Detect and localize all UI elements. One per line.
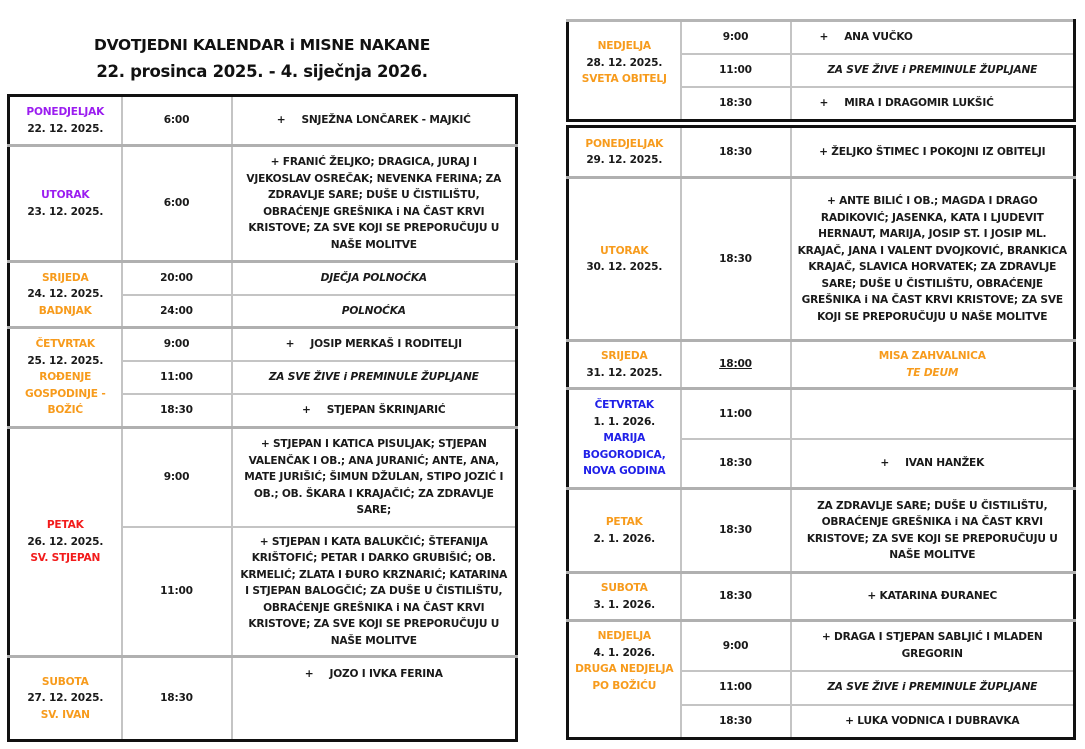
day-name: ČETVRTAK	[594, 399, 654, 412]
mass-intention	[791, 87, 1075, 121]
feast-name: MARIJA BOGORODICA, NOVA GODINA	[582, 432, 666, 478]
intention-text: STJEPAN ŠKRINJARIĆ	[326, 404, 446, 416]
mass-time: 20:00	[122, 262, 232, 295]
page-title: DVOTJEDNI KALENDAR i MISNE NAKANE	[94, 36, 430, 54]
day-name: UTORAK	[600, 244, 649, 257]
mass-intention: + DRAGA I STJEPAN SABLJIĆ I MLADEN GREGORIN	[791, 621, 1075, 671]
mass-time: 18:30	[681, 705, 791, 739]
feast-name: SVETA OBITELJ	[581, 73, 667, 85]
day-date: 28. 12. 2025.	[586, 56, 663, 69]
mass-intention: + ANTE BILIĆ I OB.; MAGDA I DRAGO RADIKOVIĆ; JASENKA, KATA I LJUDEVIT HERNAUT, MARIJA, JOSIP ST. I JOSIP ML. KRAJAČ, JANA I VALENT DVOJKOVIĆ, BRANKICA KRAJAČ, SLAVICA HORVATEK; ZA ZDRAVLJE SARE; DUŠE U ČISTILIŠTU, OBRAĆENJE GREŠNIKA i NA ČAST KRVI KRISTOVE; ZA SVE KOJI SE PREPORUČUJU U NAŠE MOLITVE	[791, 178, 1075, 341]
day-cell	[9, 96, 122, 146]
mass-intention: + LUKA VODNICA I DUBRAVKA	[791, 705, 1075, 739]
mass-time: 6:00	[122, 146, 232, 262]
day-date: 31. 12. 2025.	[586, 366, 663, 379]
day-cell	[9, 428, 122, 657]
cross-symbol: +	[880, 457, 890, 469]
table-row	[9, 96, 517, 146]
mass-time: 18:30	[681, 573, 791, 621]
mass-time: 18:30	[122, 657, 232, 741]
day-cell	[568, 489, 681, 573]
mass-time: 11:00	[681, 671, 791, 705]
mass-time: 11:00	[681, 389, 791, 439]
day-name: NEDJELJA	[597, 40, 651, 52]
intention-text: MISA ZAHVALNICA	[878, 350, 986, 362]
intention-text: JOSIP MERKAŠ I RODITELJI	[310, 338, 462, 350]
cross-symbol: +	[819, 97, 829, 109]
mass-time: 6:00	[122, 96, 232, 146]
day-cell	[9, 328, 122, 428]
mass-time: 11:00	[122, 527, 232, 657]
table-row	[568, 127, 1075, 178]
feast-name: SV. IVAN	[40, 708, 90, 721]
day-cell	[568, 341, 681, 389]
table-row	[568, 389, 1075, 439]
day-cell	[9, 146, 122, 262]
day-cell	[568, 621, 681, 739]
table-row	[568, 489, 1075, 573]
mass-intention	[791, 389, 1075, 439]
cross-symbol: +	[302, 404, 311, 416]
calendar-table-sunday	[566, 19, 1076, 122]
day-date: 24. 12. 2025.	[27, 288, 104, 301]
calendar-table-week2	[566, 125, 1076, 740]
day-date: 30. 12. 2025.	[586, 261, 663, 273]
day-cell	[568, 178, 681, 341]
intention-text: SNJEŽNA LONČAREK - MAJKIĆ	[301, 114, 471, 127]
day-cell	[568, 389, 681, 489]
day-name: PETAK	[605, 516, 643, 528]
mass-time: 11:00	[122, 361, 232, 394]
table-row	[9, 262, 517, 295]
mass-intention: + KATARINA ĐURANEC	[791, 573, 1075, 621]
mass-intention	[232, 394, 517, 428]
mass-time: 24:00	[122, 295, 232, 328]
mass-time: 9:00	[122, 328, 232, 361]
mass-time: 9:00	[122, 428, 232, 527]
mass-time: 9:00	[681, 21, 791, 54]
mass-intention: ZA SVE ŽIVE i PREMINULE ŽUPLJANE	[791, 671, 1075, 705]
mass-intention: + ŽELJKO ŠTIMEC I POKOJNI IZ OBITELJI	[791, 127, 1075, 178]
mass-intention: POLNOĆKA	[232, 295, 517, 328]
mass-time: 9:00	[681, 621, 791, 671]
intention-text: MIRA I DRAGOMIR LUKŠIĆ	[844, 97, 994, 109]
day-name: ČETVRTAK	[35, 338, 95, 351]
intention-text: JOZO I IVKA FERINA	[329, 668, 443, 680]
day-name: NEDJELJA	[597, 630, 651, 642]
day-date: 23. 12. 2025.	[27, 205, 104, 218]
day-date: 26. 12. 2025.	[27, 535, 104, 548]
day-cell	[568, 21, 681, 121]
cross-symbol: +	[304, 668, 314, 680]
intention-text: IVAN HANŽEK	[905, 457, 985, 469]
mass-intention: ZA SVE ŽIVE i PREMINULE ŽUPLJANE	[232, 361, 517, 394]
day-name: UTORAK	[41, 189, 90, 201]
table-row	[568, 178, 1075, 341]
calendar-table-week1	[7, 94, 518, 742]
table-row	[568, 573, 1075, 621]
mass-intention: + STJEPAN I KATA BALUKČIĆ; ŠTEFANIJA KRIŠTOFIĆ; PETAR I DARKO GRUBIŠIĆ; OB. KRMELIĆ; ZLATA I ĐURO KRZNARIĆ; KATARINA I STJEPAN BALOGČIĆ; ZA DUŠE U ČISTILIŠTU, OBRAĆENJE GREŠNIKA i NA ČAST KRVI KRISTOVE; ZA SVE KOJI SE PREPORUČUJU U NAŠE MOLITVE	[232, 527, 517, 657]
day-date: 25. 12. 2025.	[27, 354, 104, 367]
mass-intention	[791, 439, 1075, 489]
table-row	[568, 21, 1075, 54]
mass-time: 18:30	[681, 178, 791, 341]
day-name: PETAK	[46, 519, 84, 532]
cross-symbol: +	[276, 114, 286, 127]
day-cell	[568, 127, 681, 178]
mass-time: 18:30	[681, 127, 791, 178]
table-row	[568, 621, 1075, 671]
mass-time: 18:30	[681, 489, 791, 573]
mass-intention	[232, 96, 517, 146]
table-row	[9, 657, 517, 741]
feast-name: BADNJAK	[38, 304, 92, 317]
day-date: 2. 1. 2026.	[593, 532, 655, 545]
mass-time: 18:30	[681, 87, 791, 121]
feast-name: ROĐENJE GOSPODINJE - BOŽIĆ	[24, 371, 106, 417]
day-name: SRIJEDA	[42, 271, 89, 284]
day-cell	[9, 262, 122, 328]
day-date: 27. 12. 2025.	[27, 692, 104, 705]
mass-time: 18:30	[122, 394, 232, 428]
day-name: PONEDJELJAK	[26, 106, 105, 118]
mass-intention: ZA SVE ŽIVE i PREMINULE ŽUPLJANE	[791, 54, 1075, 87]
table-row	[9, 146, 517, 262]
mass-intention: + FRANIĆ ŽELJKO; DRAGICA, JURAJ I VJEKOSLAV OSREČAK; NEVENKA FERINA; ZA ZDRAVLJE SARE; DUŠE U ČISTILIŠTU, OBRAĆENJE GREŠNIKA i NA ČAST KRVI KRISTOVE; ZA SVE KOJI SE PREPORUČUJU U NAŠE MOLITVE	[232, 146, 517, 262]
day-cell	[9, 657, 122, 741]
mass-intention	[232, 328, 517, 361]
mass-intention: DJEČJA POLNOĆKA	[232, 262, 517, 295]
mass-time: 18:00	[681, 341, 791, 389]
day-name: SUBOTA	[41, 675, 89, 688]
cross-symbol: +	[819, 31, 829, 43]
day-name: SUBOTA	[600, 582, 648, 594]
mass-intention	[791, 21, 1075, 54]
intention-text: ANA VUČKO	[844, 31, 913, 43]
page-subtitle: 22. prosinca 2025. - 4. siječnja 2026.	[96, 62, 428, 81]
table-row	[9, 328, 517, 361]
day-date: 3. 1. 2026.	[593, 598, 655, 611]
intention-subtext: TE DEUM	[906, 366, 959, 379]
mass-intention: + STJEPAN I KATICA PISULJAK; STJEPAN VALENČAK I OB.; ANA JURANIĆ; ANTE, ANA, MATE JURIŠIĆ; ŠIMUN DŽULAN, STIPO JOZIĆ I OB.; OB. ŠKARA I KRAJAČIĆ; ZA ZDRAVLJE SARE;	[232, 428, 517, 527]
day-date: 1. 1. 2026.	[593, 415, 655, 428]
mass-intention: ZA ZDRAVLJE SARE; DUŠE U ČISTILIŠTU, OBRAĆENJE GREŠNIKA i NA ČAST KRVI KRISTOVE; ZA SVE KOJI SE PREPORUČUJU U NAŠE MOLITVE	[791, 489, 1075, 573]
day-name: PONEDJELJAK	[585, 137, 664, 150]
feast-name: SV. STJEPAN	[30, 552, 101, 565]
mass-time: 18:30	[681, 439, 791, 489]
mass-intention	[791, 341, 1075, 389]
feast-name: DRUGA NEDJELJA PO BOŽIĆU	[575, 663, 674, 692]
day-date: 4. 1. 2026.	[593, 646, 655, 659]
day-date: 22. 12. 2025.	[27, 122, 104, 135]
day-cell	[568, 573, 681, 621]
cross-symbol: +	[285, 338, 295, 350]
table-row	[568, 341, 1075, 389]
table-row	[9, 428, 517, 527]
day-name: SRIJEDA	[601, 350, 648, 362]
mass-intention	[232, 657, 517, 741]
day-date: 29. 12. 2025.	[586, 154, 663, 166]
mass-time: 11:00	[681, 54, 791, 87]
